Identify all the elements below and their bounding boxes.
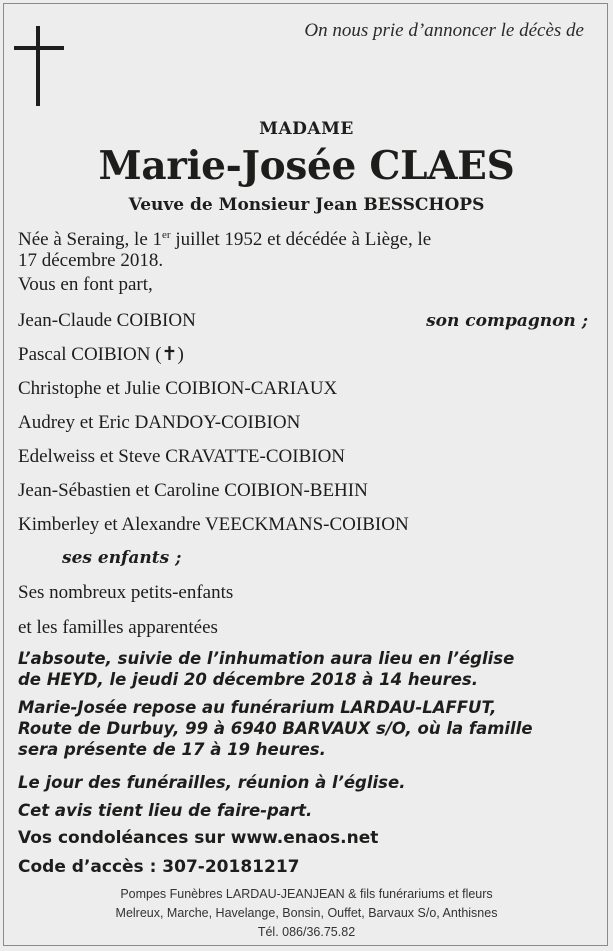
family-row bbox=[18, 378, 588, 400]
deceased-name: Marie-Josée CLAES bbox=[98, 143, 515, 189]
ceremony-line: de HEYD, le jeudi 20 décembre 2018 à 14 heures. bbox=[18, 670, 478, 689]
birth-sup: er bbox=[162, 229, 171, 241]
repose-info bbox=[18, 697, 598, 760]
birth-text-part2: juillet 1952 et décédée à Liège, le bbox=[170, 229, 432, 250]
repose-line: sera présente de 17 à 19 heures. bbox=[18, 740, 326, 759]
funeral-home-footer bbox=[0, 885, 613, 942]
family-name: Christophe et Julie COIBION-CARIAUX bbox=[18, 378, 338, 399]
repose-line: Route de Durbuy, 99 à 6940 BARVAUX s/O, où la famille bbox=[18, 719, 533, 738]
ceremony-info bbox=[18, 648, 598, 690]
footer-line: Pompes Funèbres LARDAU-JEANJEAN & fils funérariums et fleurs bbox=[120, 887, 493, 901]
title-prefix: MADAME bbox=[259, 119, 354, 139]
family-row bbox=[18, 310, 588, 332]
grandchildren-line: Ses nombreux petits-enfants bbox=[18, 582, 234, 603]
relatives-line: et les familles apparentées bbox=[18, 617, 218, 638]
footer-line: Melreux, Marche, Havelange, Bonsin, Ouffet, Barvaux S/o, Anthisnes bbox=[115, 906, 498, 920]
death-date-line: 17 décembre 2018. bbox=[18, 250, 164, 271]
family-row bbox=[18, 344, 588, 366]
share-intro: Vous en font part, bbox=[18, 274, 153, 295]
family-name: Jean-Claude COIBION bbox=[18, 310, 196, 331]
family-row bbox=[18, 480, 588, 502]
family-row bbox=[18, 412, 588, 434]
family-row bbox=[18, 446, 588, 468]
intro-text: On nous prie d’annoncer le décès de bbox=[304, 20, 584, 41]
birth-text-part1: Née à Seraing, le 1 bbox=[18, 229, 163, 250]
condolences-info: Vos condoléances sur www.enaos.net bbox=[18, 828, 379, 848]
widow-of: Veuve de Monsieur Jean BESSCHOPS bbox=[128, 195, 485, 215]
family-name: Jean-Sébastien et Caroline COIBION-BEHIN bbox=[18, 480, 368, 501]
cross-icon bbox=[14, 26, 64, 106]
family-name: Edelweiss et Steve CRAVATTE-COIBION bbox=[18, 446, 346, 467]
birth-death-details bbox=[18, 229, 593, 271]
meeting-info: Le jour des funérailles, réunion à l’église. bbox=[18, 773, 406, 792]
family-row bbox=[18, 514, 588, 536]
footer-phone: Tél. 086/36.75.82 bbox=[257, 925, 356, 939]
family-name: Audrey et Eric DANDOY-COIBION bbox=[18, 412, 301, 433]
ceremony-line: L’absoute, suivie de l’inhumation aura lieu en l’église bbox=[18, 649, 515, 668]
family-name: Kimberley et Alexandre VEECKMANS-COIBION bbox=[18, 514, 409, 535]
repose-line: Marie-Josée repose au funérarium LARDAU-LAFFUT, bbox=[18, 698, 497, 717]
children-role: ses enfants ; bbox=[62, 548, 182, 568]
notice-info: Cet avis tient lieu de faire-part. bbox=[18, 801, 313, 820]
family-name: Pascal COIBION (✝) bbox=[18, 344, 184, 365]
family-role: son compagnon ; bbox=[426, 311, 588, 331]
access-code: Code d’accès : 307-20181217 bbox=[18, 857, 300, 877]
